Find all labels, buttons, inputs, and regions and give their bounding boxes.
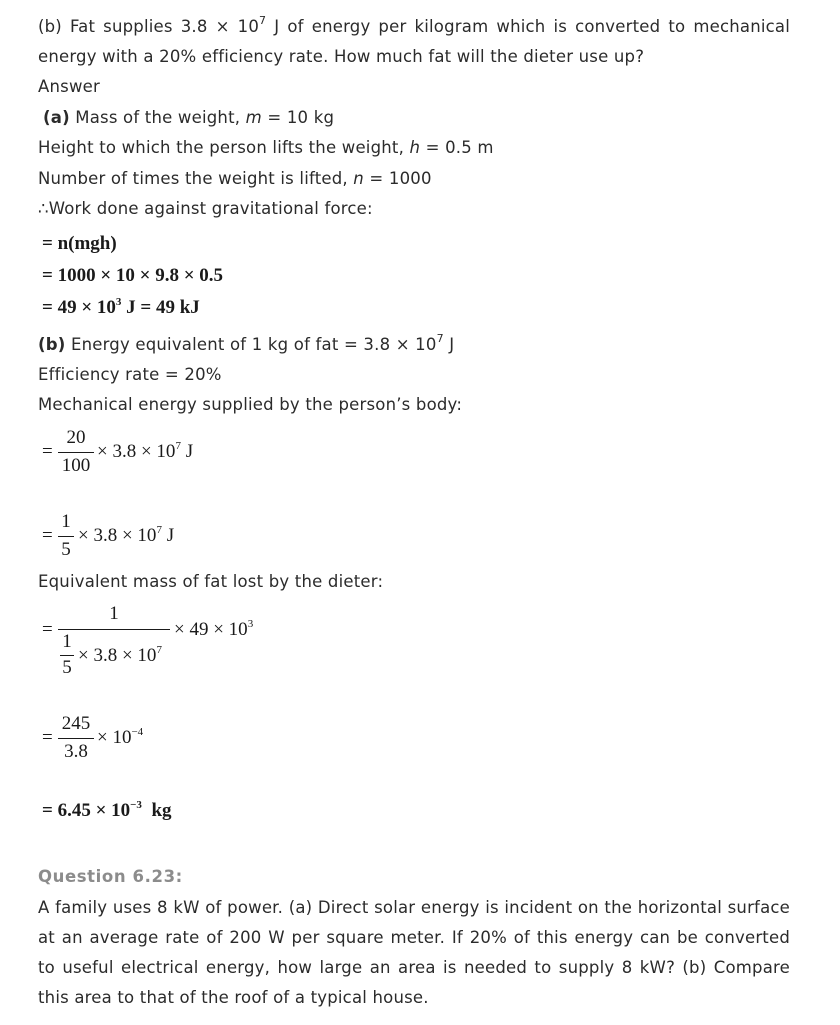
mechanical-energy-line: Mechanical energy supplied by the person’s body:: [38, 395, 463, 414]
question-title: Question 6.23:: [38, 867, 183, 886]
fraction-3-numerator: 1: [109, 603, 119, 624]
fat-mass-line: Equivalent mass of fat lost by the dieter:: [38, 572, 384, 591]
fraction-1-numerator: 20: [66, 427, 86, 448]
fraction-1-denominator: 100: [61, 455, 91, 476]
fraction-4-denominator: 3.8: [64, 741, 88, 762]
work-equation-3: = $49 \times 10^3$ J = 49 kJ: [42, 296, 200, 318]
fraction-2-denominator: 5: [61, 539, 71, 560]
fraction-4-numerator: 245: [61, 713, 91, 734]
efficiency-line: Efficiency rate = 20%: [38, 365, 222, 384]
final-result: = $6.45 \times 10^{-3}$ kg: [42, 799, 172, 821]
fraction-4-bar: [58, 738, 94, 739]
height-line: Height to which the person lifts the weight, h = 0.5 m: [38, 138, 494, 157]
fraction-1-bar: [58, 452, 94, 453]
equals-sign: =: [42, 619, 53, 640]
equals-sign: =: [42, 727, 53, 748]
times-line: Number of times the weight is lifted, n = 1000: [38, 169, 432, 188]
equals-sign: =: [42, 525, 53, 546]
fraction-3-rest: × $49 \times 10^3$: [174, 618, 254, 640]
equals-sign: =: [42, 441, 53, 462]
intro-line-1: (b) Fat supplies $3.8 \times 10^7$ J of energy per kilogram which is converted to mechanical: [38, 14, 790, 36]
question-line-3: to useful electrical energy, how large an area is needed to supply 8 kW? (b) Compare: [38, 958, 790, 977]
fraction-4-rest: × $10^{-4}$: [97, 726, 144, 748]
work-line: ∴Work done against gravitational force:: [38, 199, 373, 218]
fraction-2-numerator: 1: [61, 511, 71, 532]
work-equation-1: = n(mgh): [42, 233, 117, 254]
intro-line-2: energy with a 20% efficiency rate. How much fat will the dieter use up?: [38, 47, 645, 66]
question-line-1: A family uses 8 kW of power. (a) Direct solar energy is incident on the horizontal surface: [38, 898, 790, 917]
fraction-1-rest: × $3.8 \times 10^7$ J: [97, 440, 194, 462]
question-line-2: at an average rate of 200 W per square meter. If 20% of this energy can be converted: [38, 928, 790, 947]
fraction-3-inner-bar: [60, 655, 74, 656]
work-equation-2: = 1000 × 10 × 9.8 × 0.5: [42, 265, 224, 286]
fraction-3-inner-numerator: 1: [62, 631, 72, 652]
fraction-2-bar: [58, 536, 74, 537]
fat-energy-line: (b) Energy equivalent of 1 kg of fat = $3.8 \times 10^7$ J: [38, 332, 455, 354]
mass-line: (a) Mass of the weight, m = 10 kg: [43, 108, 335, 127]
fraction-2-rest: × $3.8 \times 10^7$ J: [78, 524, 175, 546]
answer-heading: Answer: [38, 77, 100, 96]
fraction-3-inner-denominator: 5: [62, 657, 72, 678]
question-line-4: this area to that of the roof of a typical house.: [38, 988, 429, 1007]
fraction-3-denominator-rest: × $3.8 \times 10^7$: [78, 644, 162, 666]
fraction-3-bar: [58, 629, 170, 630]
